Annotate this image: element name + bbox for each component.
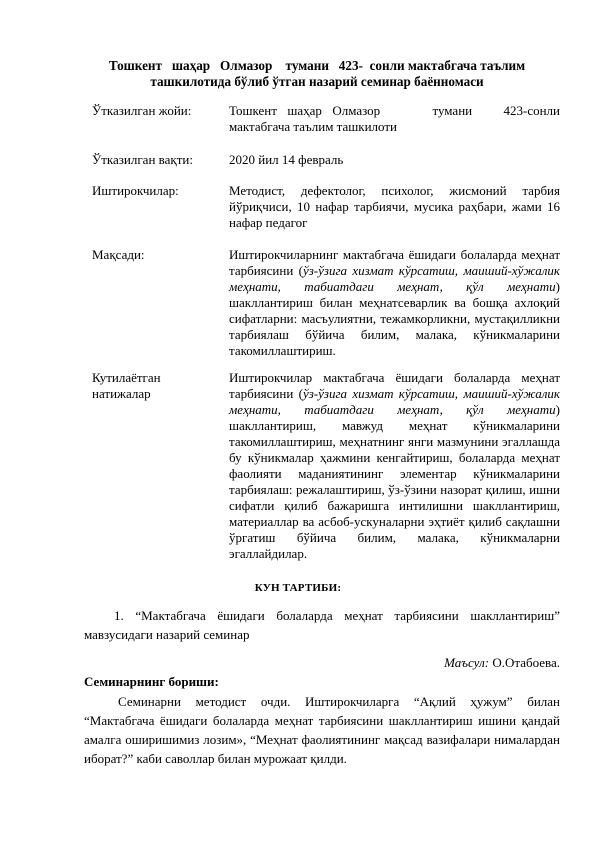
field-label: Мақсади: <box>92 247 145 262</box>
field-value <box>229 370 560 562</box>
field-label: Ўтказилган вақти: <box>92 152 193 167</box>
responsible-label: Маъсул: <box>444 655 490 670</box>
seminar-course-title: Семинарнинг бориши: <box>84 674 219 689</box>
field-value: Тошкент шаҳар Олмазор тумани 423-сонли мактабгача таълим ташкилоти <box>229 103 564 134</box>
field-value <box>229 247 560 359</box>
field-label: Ўтказилган жойи: <box>92 103 192 118</box>
field-label: Иштирокчилар: <box>92 183 179 198</box>
agenda-title: КУН ТАРТИБИ: <box>254 582 342 594</box>
field-label-line-2: натижалар <box>92 386 151 401</box>
results-text-end: ) шакллантириш, мавжуд меҳнат кўникмаларини такомиллаштириш, меҳнатнинг янги мазмунини эгаллашда бу кўникмалар ҳажмини кенгайтириш, болаларда меҳнат фаолияти маданиятининг элементар кўникмаларини тарбиялаш: режалаштириш, ўз-ўзини назорат қилиш, ишни сифатли қилиб бажаришга интилишни шакллантириш, материаллар ва асбоб-ускуналарни эҳтиёт қилиб сақлашни ўргатиш бўйича билим, малака, кўникмаларни эгаллайдилар. <box>229 402 560 561</box>
field-label <box>92 370 222 402</box>
results-text-italic: ўз-ўзига хизмат кўрсатиш, маиший-хўжалик меҳнати, табиатдаги меҳнат, қўл меҳнати <box>229 386 560 417</box>
goal-text-italic: ўз-ўзига хизмат кўрсатиш, маиший-хўжалик меҳнати, табиатдаги меҳнат, қўл меҳнати <box>229 263 560 294</box>
results-text-start: Иштирокчилар мактабгача ёшидаги болаларда меҳнат тарбиясини ( <box>229 370 560 401</box>
title-line-1: Тошкент шаҳар Олмазор тумани 423- сонли мактабгача таълим <box>108 58 526 73</box>
field-value: Методист, дефектолог, психолог, жисмоний тарбия йўриқчиси, 10 нафар тарбиячи, мусика раҳбари, жами 16 нафар педагог <box>229 183 560 230</box>
goal-text-end: ) шакллантириш билан меҳнатсеварлик ва бошқа ахлоқий сифатларни: масъулиятни, тежамкорликни, мустақилликни тарбиялаш бўйича билим, малака, кўникмаларини такомиллаштириш. <box>229 279 560 358</box>
field-label-line-1: Кутилаётган <box>92 370 161 385</box>
agenda-item-1: 1. “Мактабгача ёшидаги болаларда меҳнат тарбиясини шакллантириш” мавзусидаги назарий семинар <box>84 608 560 642</box>
document-title <box>82 58 552 90</box>
responsible-person <box>420 655 560 671</box>
title-line-2: ташкилотида бўлиб ўтган назарий семинар баённомаси <box>150 74 484 89</box>
responsible-name: О.Отабоева. <box>489 655 560 670</box>
field-value: 2020 йил 14 февраль <box>229 152 344 167</box>
goal-text-start: Иштирокчиларнинг мактабгача ёшидаги болаларда меҳнат тарбиясини ( <box>229 247 560 278</box>
seminar-course-text: Семинарни методист очди. Иштирокчиларга “Ақлий ҳужум” билан “Мактабгача ёшидаги болаларда меҳнат тарбиясини шакллантириш ишини қандай амалга оширишимиз лозим», “Меҳнат фаолиятининг мақсад вазифалари нималардан иборат?” каби саволлар билан мурожаат қилди. <box>84 694 560 766</box>
